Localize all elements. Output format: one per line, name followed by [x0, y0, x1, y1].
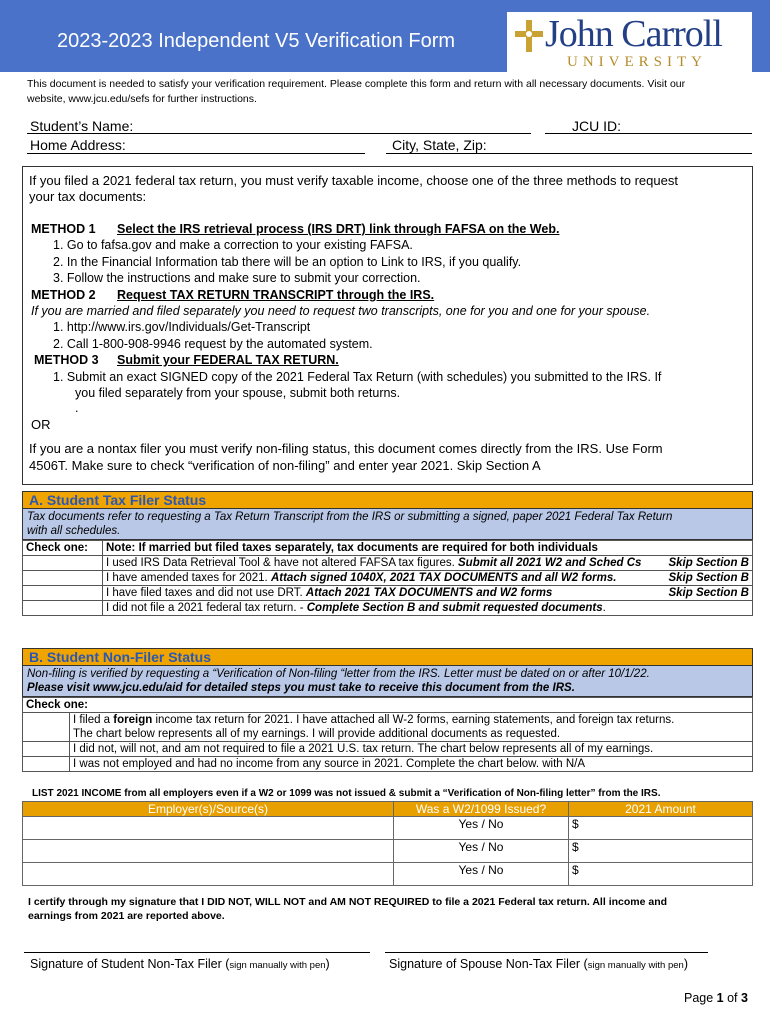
- table-row: [23, 698, 753, 713]
- intro-line: This document is needed to satisfy your verification requirement. Please complete this form and return with all necessary documents. Visit our: [27, 78, 686, 90]
- table-row: [23, 817, 753, 840]
- skip-label: Skip Section B: [656, 556, 753, 571]
- signature-label: Signature of Student Non-Tax Filer (: [30, 957, 230, 971]
- method-1-step: 2. In the Financial Information tab there will be an option to Link to IRS, if you qualify.: [53, 255, 522, 269]
- option-instruction: Attach 2021 TAX DOCUMENTS and W2 forms: [305, 587, 553, 599]
- method-3-step: you filed separately from your spouse, submit both returns.: [75, 386, 401, 400]
- checkbox-cell[interactable]: [23, 742, 70, 757]
- table-row: [23, 541, 753, 556]
- employer-cell[interactable]: [23, 863, 394, 886]
- city-state-zip-field[interactable]: [386, 153, 752, 154]
- spouse-signature-line[interactable]: [385, 952, 708, 953]
- home-address-field[interactable]: [27, 153, 365, 154]
- logo-university: UNIVERSITY: [567, 54, 707, 70]
- issued-cell[interactable]: Yes / No: [394, 840, 569, 863]
- option-label: I did not file a 2021 federal tax return. -: [106, 602, 307, 614]
- signature-hint: sign manually with pen: [229, 960, 326, 971]
- method-1-label: METHOD 1: [31, 222, 96, 236]
- form-title: 2023-2023 Independent V5 Verification Form: [57, 30, 456, 52]
- option-text: [103, 601, 753, 616]
- table-row: [23, 586, 753, 601]
- intro-line: website, www.jcu.edu/sefs for further instructions.: [27, 93, 257, 105]
- check-one-label: Check one:: [23, 541, 103, 556]
- option-label: income tax return for 2021. I have attached all W-2 forms, earning statements, and foreign tax returns.: [152, 714, 675, 726]
- amount-cell[interactable]: $: [569, 863, 753, 886]
- income-table: [22, 801, 753, 886]
- method-1-step: 1. Go to fafsa.gov and make a correction to your existing FAFSA.: [53, 238, 413, 252]
- checkbox-cell[interactable]: [23, 586, 103, 601]
- student-signature-label: [30, 956, 330, 974]
- option-instruction: Submit all 2021 W2 and Sched Cs: [458, 557, 642, 569]
- method-3-label: METHOD 3: [34, 353, 99, 367]
- cross-icon: [511, 18, 547, 54]
- table-row: [23, 840, 753, 863]
- checkbox-cell[interactable]: [23, 601, 103, 616]
- method-3-dot: .: [75, 401, 79, 415]
- method-1-step: 3. Follow the instructions and make sure to submit your correction.: [53, 271, 421, 285]
- method-3-title: Submit your FEDERAL TAX RETURN.: [117, 353, 339, 367]
- checkbox-cell[interactable]: [23, 713, 70, 742]
- checkbox-cell[interactable]: [23, 757, 70, 772]
- option-label: I used IRS Data Retrieval Tool & have not altered FAFSA tax figures.: [106, 557, 458, 569]
- option-period: .: [602, 602, 606, 614]
- table-row: [23, 556, 753, 571]
- methods-intro: If you filed a 2021 federal tax return, you must verify taxable income, choose one of the three methods to request: [29, 173, 678, 188]
- intro-text: [27, 77, 752, 107]
- skip-label: Skip Section B: [656, 571, 753, 586]
- option-text: I did not, will not, and am not required to file a 2021 U.S. tax return. The chart below represents all of my earnings.: [70, 742, 753, 757]
- certify-text: [28, 895, 667, 923]
- checkbox-cell[interactable]: [23, 556, 103, 571]
- amount-cell[interactable]: $: [569, 817, 753, 840]
- option-text: [103, 556, 657, 571]
- income-heading: LIST 2021 INCOME from all employers even if a W2 or 1099 was not issued & submit a “Verification of Non-filing letter” from the IRS.: [32, 788, 661, 799]
- page-number: [684, 991, 748, 1005]
- section-a-note-line: with all schedules.: [27, 525, 121, 537]
- signature-close: ): [683, 957, 688, 971]
- option-label: I have filed taxes and did not use DRT.: [106, 587, 306, 599]
- signature-label: Signature of Spouse Non-Tax Filer (: [389, 957, 588, 971]
- signature-hint: sign manually with pen: [587, 960, 684, 971]
- col-w2: Was a W2/1099 Issued?: [394, 802, 569, 817]
- city-state-zip-label: City, State, Zip:: [392, 137, 487, 153]
- option-text: [103, 586, 657, 601]
- option-label: The chart below represents all of my earnings. I will provide additional documents as requested.: [73, 728, 561, 740]
- section-a-note-line: Tax documents refer to requesting a Tax Return Transcript from the IRS or submitting a signed, paper 2021 Federal Tax Return: [27, 511, 673, 523]
- jcu-logo: [507, 12, 752, 72]
- checkbox-cell[interactable]: [23, 571, 103, 586]
- or-label: OR: [31, 417, 51, 432]
- section-a-header: A. Student Tax Filer Status: [22, 491, 753, 509]
- employer-cell[interactable]: [23, 840, 394, 863]
- page-label: Page: [684, 991, 717, 1005]
- certify-line: I certify through my signature that I DID NOT, WILL NOT and AM NOT REQUIRED to file a 2021 Federal tax return. All income and: [28, 896, 668, 908]
- option-text: [103, 571, 657, 586]
- method-2-step: 1. http://www.irs.gov/Individuals/Get-Transcript: [53, 320, 311, 334]
- method-2-title: Request TAX RETURN TRANSCRIPT through the IRS.: [117, 288, 435, 302]
- page-of: of: [723, 991, 741, 1005]
- issued-cell[interactable]: Yes / No: [394, 863, 569, 886]
- header: [0, 0, 770, 74]
- nonfiler-text: 4506T. Make sure to check “verification of non-filing” and enter year 2021. Skip Section A: [29, 458, 541, 473]
- option-text: [70, 713, 753, 742]
- home-address-label: Home Address:: [30, 137, 126, 153]
- section-b-table: [22, 697, 753, 772]
- section-a-note: [22, 509, 753, 540]
- signature-close: ): [325, 957, 330, 971]
- methods-intro: your tax documents:: [29, 189, 147, 204]
- table-row: [23, 863, 753, 886]
- table-row: [23, 571, 753, 586]
- section-b-note-line: Please visit www.jcu.edu/aid for detailed steps you must take to receive this document from the IRS.: [27, 682, 575, 694]
- certify-line: earnings from 2021 are reported above.: [28, 910, 225, 922]
- section-a-table: [22, 540, 753, 616]
- col-employer: Employer(s)/Source(s): [23, 802, 394, 817]
- issued-cell[interactable]: Yes / No: [394, 817, 569, 840]
- employer-cell[interactable]: [23, 817, 394, 840]
- page-total: 3: [741, 991, 748, 1005]
- table-row: [23, 742, 753, 757]
- spouse-signature-label: [389, 956, 688, 974]
- table-row: [23, 713, 753, 742]
- table-header-row: [23, 802, 753, 817]
- method-2-note: If you are married and filed separately you need to request two transcripts, one for you and one for your spouse.: [31, 304, 651, 318]
- logo-name: John Carroll: [545, 13, 722, 55]
- amount-cell[interactable]: $: [569, 840, 753, 863]
- check-one-label: Check one:: [23, 698, 753, 713]
- option-label: I have amended taxes for 2021.: [106, 572, 271, 584]
- section-b-header: B. Student Non-Filer Status: [22, 648, 753, 666]
- married-note: Note: If married but filed taxes separately, tax documents are required for both individuals: [103, 541, 753, 556]
- method-1-title: Select the IRS retrieval process (IRS DRT) link through FAFSA on the Web.: [117, 222, 560, 236]
- skip-label: Skip Section B: [656, 586, 753, 601]
- student-name-label: Student’s Name:: [30, 118, 134, 134]
- table-row: [23, 757, 753, 772]
- student-signature-line[interactable]: [24, 952, 370, 953]
- col-amount: 2021 Amount: [569, 802, 753, 817]
- method-2-step: 2. Call 1-800-908-9946 request by the automated system.: [53, 337, 373, 351]
- option-emphasis: foreign: [113, 714, 153, 726]
- method-3-step: 1. Submit an exact SIGNED copy of the 2021 Federal Tax Return (with schedules) you submitted to the IRS. If: [53, 370, 662, 384]
- option-instruction: Complete Section B and submit requested documents: [306, 602, 603, 614]
- jcu-id-field[interactable]: [545, 133, 752, 134]
- option-instruction: Attach signed 1040X, 2021 TAX DOCUMENTS and all W2 forms.: [270, 572, 617, 584]
- section-b-note: [22, 666, 753, 697]
- table-row: [23, 601, 753, 616]
- jcu-id-label: JCU ID:: [572, 118, 621, 134]
- method-2-label: METHOD 2: [31, 288, 96, 302]
- option-label: I filed a: [73, 714, 114, 726]
- nonfiler-text: If you are a nontax filer you must verify non-filing status, this document comes directly from the IRS. Use Form: [29, 441, 663, 456]
- student-name-field[interactable]: [27, 133, 531, 134]
- option-text: I was not employed and had no income from any source in 2021. Complete the chart below. with N/A: [70, 757, 753, 772]
- section-b-note-line: Non-filing is verified by requesting a “Verification of Non-filing “letter from the IRS. Letter must be dated on or after 10/1/22.: [27, 668, 650, 680]
- page-current: 1: [716, 991, 724, 1005]
